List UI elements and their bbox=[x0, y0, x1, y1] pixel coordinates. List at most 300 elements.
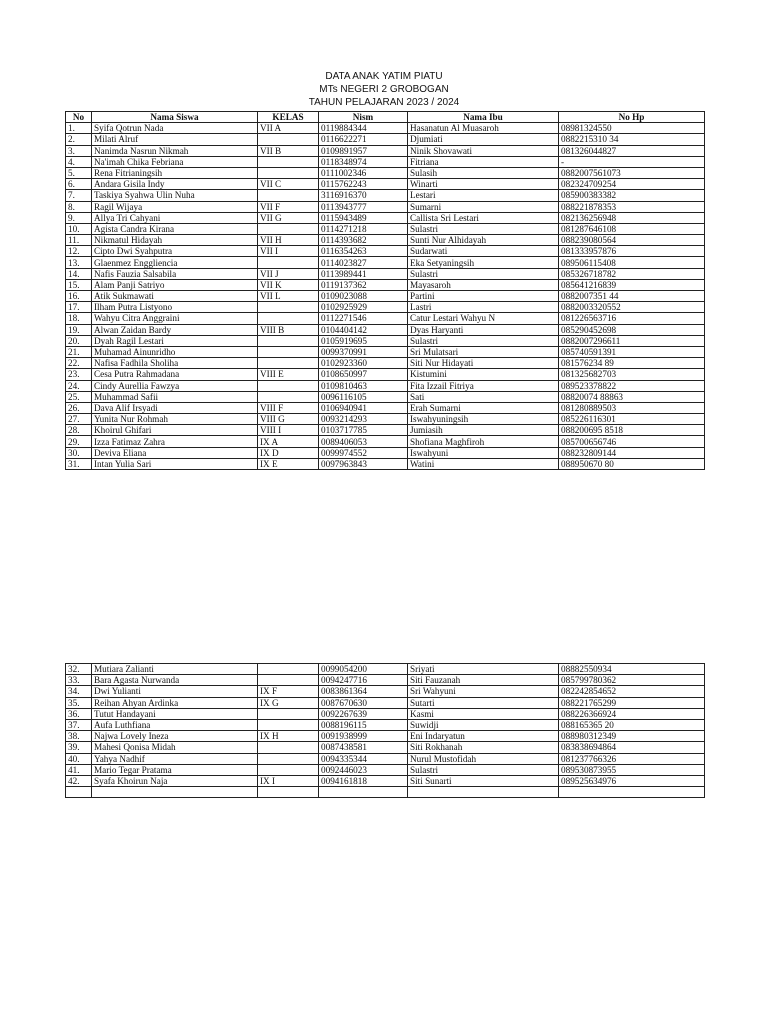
cell-kelas: VII B bbox=[258, 145, 319, 156]
cell-nama-ibu: Sulastri bbox=[408, 335, 559, 346]
table-row bbox=[66, 391, 705, 402]
title-line-3: TAHUN PELAJARAN 2023 / 2024 bbox=[308, 97, 460, 108]
table-row bbox=[66, 156, 705, 167]
table-row bbox=[66, 719, 705, 730]
cell-no-hp: 081326044827 bbox=[559, 145, 705, 156]
cell-nism: 0091938999 bbox=[319, 731, 408, 742]
cell-no: 13. bbox=[66, 257, 92, 268]
cell-kelas bbox=[258, 257, 319, 268]
cell-nism: 0119137362 bbox=[319, 279, 408, 290]
cell-nism: 0105919695 bbox=[319, 335, 408, 346]
table-row bbox=[66, 123, 705, 134]
table-row bbox=[66, 291, 705, 302]
cell-no: 32. bbox=[66, 664, 92, 675]
cell-kelas bbox=[258, 346, 319, 357]
cell-no-hp: 08981324550 bbox=[559, 123, 705, 134]
cell-nama-ibu: Siti Fauzanah bbox=[408, 675, 559, 686]
cell-nism: 0102923360 bbox=[319, 358, 408, 369]
cell-nama-siswa: Mutiara Zalianti bbox=[92, 664, 258, 675]
cell-no-hp: 085226116301 bbox=[559, 414, 705, 425]
cell-nism: 0109023088 bbox=[319, 291, 408, 302]
title-line-1: DATA ANAK YATIM PIATU bbox=[325, 71, 443, 82]
table-row bbox=[66, 447, 705, 458]
cell-nism: 0116622271 bbox=[319, 134, 408, 145]
table-row bbox=[66, 764, 705, 775]
cell-no: 7. bbox=[66, 190, 92, 201]
cell-nama-siswa: Cesa Putra Rahmadana bbox=[92, 369, 258, 380]
cell-nism: 0089406053 bbox=[319, 436, 408, 447]
cell-kelas: IX D bbox=[258, 447, 319, 458]
cell-nism: 0102925929 bbox=[319, 302, 408, 313]
cell-no bbox=[66, 787, 92, 798]
document-title-block bbox=[0, 70, 768, 109]
cell-no-hp: 0882007296611 bbox=[559, 335, 705, 346]
cell-nama-siswa: Nafis Fauzia Salsabila bbox=[92, 268, 258, 279]
cell-no: 37. bbox=[66, 719, 92, 730]
cell-no-hp: 081287646108 bbox=[559, 223, 705, 234]
cell-nama-ibu: Sulasih bbox=[408, 167, 559, 178]
cell-kelas: VII J bbox=[258, 268, 319, 279]
cell-no-hp: 081226563716 bbox=[559, 313, 705, 324]
cell-no-hp: 088221878353 bbox=[559, 201, 705, 212]
cell-nama-ibu: Jumiasih bbox=[408, 425, 559, 436]
cell-no-hp: 089525634976 bbox=[559, 775, 705, 786]
cell-no-hp: 085799780362 bbox=[559, 675, 705, 686]
cell-nama-siswa: Yahya Nadhif bbox=[92, 753, 258, 764]
cell-no: 12. bbox=[66, 246, 92, 257]
header-kelas: KELAS bbox=[258, 112, 319, 123]
cell-kelas: IX F bbox=[258, 686, 319, 697]
cell-nama-ibu: Watini bbox=[408, 458, 559, 469]
cell-nama-siswa: Dyah Ragil Lestari bbox=[92, 335, 258, 346]
cell-nama-siswa: Nikmatul Hidayah bbox=[92, 235, 258, 246]
cell-no: 8. bbox=[66, 201, 92, 212]
table-row bbox=[66, 167, 705, 178]
cell-nama-siswa: Andara Gisila Indy bbox=[92, 179, 258, 190]
cell-nama-ibu: Sumarni bbox=[408, 201, 559, 212]
cell-nama-ibu: Sulastri bbox=[408, 764, 559, 775]
cell-nism: 3116916370 bbox=[319, 190, 408, 201]
cell-no: 18. bbox=[66, 313, 92, 324]
cell-nama-ibu: Eni Indaryatun bbox=[408, 731, 559, 742]
cell-nism: 0113989441 bbox=[319, 268, 408, 279]
cell-nama-ibu: Nurul Mustofidah bbox=[408, 753, 559, 764]
table-row bbox=[66, 335, 705, 346]
table-row bbox=[66, 346, 705, 357]
cell-kelas bbox=[258, 335, 319, 346]
cell-kelas: VII L bbox=[258, 291, 319, 302]
cell-nama-ibu: Shofiana Maghfiroh bbox=[408, 436, 559, 447]
header-no-hp: No Hp bbox=[559, 112, 705, 123]
cell-no-hp: 082136256948 bbox=[559, 212, 705, 223]
cell-kelas: VII H bbox=[258, 235, 319, 246]
cell-no-hp bbox=[559, 787, 705, 798]
cell-nama-ibu: Iswahyuningsih bbox=[408, 414, 559, 425]
cell-nism: 0083861364 bbox=[319, 686, 408, 697]
cell-nama-ibu: Sulastri bbox=[408, 223, 559, 234]
cell-kelas: IX G bbox=[258, 697, 319, 708]
cell-nism: 0108650997 bbox=[319, 369, 408, 380]
cell-nama-siswa: Wahyu Citra Anggraini bbox=[92, 313, 258, 324]
cell-kelas bbox=[258, 358, 319, 369]
cell-kelas bbox=[258, 753, 319, 764]
cell-nism: 0092446023 bbox=[319, 764, 408, 775]
cell-no: 26. bbox=[66, 402, 92, 413]
cell-nama-siswa: Aufa Luthfiana bbox=[92, 719, 258, 730]
cell-no-hp: 085900383382 bbox=[559, 190, 705, 201]
cell-kelas bbox=[258, 302, 319, 313]
cell-kelas bbox=[258, 708, 319, 719]
cell-kelas: VIII I bbox=[258, 425, 319, 436]
cell-nama-siswa: Intan Yulia Sari bbox=[92, 458, 258, 469]
table-row bbox=[66, 787, 705, 798]
cell-nism: 0092267639 bbox=[319, 708, 408, 719]
cell-no: 25. bbox=[66, 391, 92, 402]
cell-nama-siswa: Tutut Handayani bbox=[92, 708, 258, 719]
cell-no: 23. bbox=[66, 369, 92, 380]
cell-nama-ibu: Partini bbox=[408, 291, 559, 302]
student-table-part-2 bbox=[65, 663, 705, 798]
cell-nama-siswa: Syafa Khoirun Naja bbox=[92, 775, 258, 786]
cell-nama-siswa: Syifa Qotrun Nada bbox=[92, 123, 258, 134]
table-row bbox=[66, 212, 705, 223]
cell-no-hp: 08820074 88863 bbox=[559, 391, 705, 402]
table-row bbox=[66, 425, 705, 436]
table-row bbox=[66, 753, 705, 764]
cell-nama-siswa: Reihan Ahyan Ardinka bbox=[92, 697, 258, 708]
cell-nism: 0109810463 bbox=[319, 380, 408, 391]
cell-nama-siswa: Taskiya Syahwa Ulin Nuha bbox=[92, 190, 258, 201]
table-row bbox=[66, 708, 705, 719]
table-row bbox=[66, 369, 705, 380]
cell-no: 27. bbox=[66, 414, 92, 425]
cell-kelas bbox=[258, 764, 319, 775]
cell-nama-ibu: Sudarwati bbox=[408, 246, 559, 257]
cell-kelas: IX I bbox=[258, 775, 319, 786]
cell-nama-siswa: Mahesi Qonisa Midah bbox=[92, 742, 258, 753]
cell-nama-ibu: Siti Rokhanah bbox=[408, 742, 559, 753]
cell-nama-siswa: Khoirul Ghifari bbox=[92, 425, 258, 436]
header-nama-siswa: Nama Siswa bbox=[92, 112, 258, 123]
cell-nama-siswa: Glaenmez Enggliencia bbox=[92, 257, 258, 268]
cell-nism: 0104404142 bbox=[319, 324, 408, 335]
cell-no: 4. bbox=[66, 156, 92, 167]
cell-kelas bbox=[258, 190, 319, 201]
table-row bbox=[66, 775, 705, 786]
cell-no: 11. bbox=[66, 235, 92, 246]
cell-nama-ibu: Siti Sunarti bbox=[408, 775, 559, 786]
cell-no: 5. bbox=[66, 167, 92, 178]
cell-nama-ibu: Winarti bbox=[408, 179, 559, 190]
cell-nama-ibu: Fitriana bbox=[408, 156, 559, 167]
table-row bbox=[66, 358, 705, 369]
cell-no: 30. bbox=[66, 447, 92, 458]
cell-nism: 0114393682 bbox=[319, 235, 408, 246]
cell-nism: 0113943777 bbox=[319, 201, 408, 212]
cell-nism: 0099974552 bbox=[319, 447, 408, 458]
cell-nism: 0112271546 bbox=[319, 313, 408, 324]
cell-no-hp: 085326718782 bbox=[559, 268, 705, 279]
cell-kelas bbox=[258, 167, 319, 178]
cell-no-hp: 089506115408 bbox=[559, 257, 705, 268]
cell-nama-siswa: Deviva Eliana bbox=[92, 447, 258, 458]
cell-no: 29. bbox=[66, 436, 92, 447]
cell-no: 22. bbox=[66, 358, 92, 369]
cell-kelas bbox=[258, 134, 319, 145]
table-row bbox=[66, 742, 705, 753]
cell-nama-ibu: Fita Izzail Fitriya bbox=[408, 380, 559, 391]
cell-no-hp: 089523378822 bbox=[559, 380, 705, 391]
cell-kelas: VII G bbox=[258, 212, 319, 223]
cell-no: 33. bbox=[66, 675, 92, 686]
cell-nama-ibu: Callista Sri Lestari bbox=[408, 212, 559, 223]
table-row bbox=[66, 190, 705, 201]
cell-no: 36. bbox=[66, 708, 92, 719]
cell-nism: 0088196115 bbox=[319, 719, 408, 730]
cell-nama-siswa: Izza Fatimaz Zahra bbox=[92, 436, 258, 447]
table-body-part-2 bbox=[66, 664, 705, 798]
header-no: No bbox=[66, 112, 92, 123]
cell-kelas: IX E bbox=[258, 458, 319, 469]
cell-kelas: VII A bbox=[258, 123, 319, 134]
table-row bbox=[66, 686, 705, 697]
table-row bbox=[66, 697, 705, 708]
cell-no-hp: 088165365 20 bbox=[559, 719, 705, 730]
cell-nama-siswa: Na'imah Chika Febriana bbox=[92, 156, 258, 167]
table-row bbox=[66, 246, 705, 257]
cell-nama-ibu: Sunti Nur Alhidayah bbox=[408, 235, 559, 246]
cell-no-hp: 088232809144 bbox=[559, 447, 705, 458]
cell-nism: 0087438581 bbox=[319, 742, 408, 753]
cell-nama-siswa: Najwa Lovely Ineza bbox=[92, 731, 258, 742]
cell-nama-siswa: Ilham Putra Listyono bbox=[92, 302, 258, 313]
cell-no: 14. bbox=[66, 268, 92, 279]
cell-no: 9. bbox=[66, 212, 92, 223]
cell-kelas: VIII E bbox=[258, 369, 319, 380]
table-row bbox=[66, 179, 705, 190]
table-row bbox=[66, 436, 705, 447]
cell-no: 31. bbox=[66, 458, 92, 469]
cell-no-hp: 081333957876 bbox=[559, 246, 705, 257]
cell-no: 28. bbox=[66, 425, 92, 436]
cell-nama-siswa: Mario Tegar Pratama bbox=[92, 764, 258, 775]
cell-nism: 0115762243 bbox=[319, 179, 408, 190]
cell-no: 41. bbox=[66, 764, 92, 775]
cell-nism: 0114271218 bbox=[319, 223, 408, 234]
cell-nama-ibu: Sulastri bbox=[408, 268, 559, 279]
cell-kelas: VIII F bbox=[258, 402, 319, 413]
cell-nama-siswa: Muhammad Safii bbox=[92, 391, 258, 402]
cell-no: 42. bbox=[66, 775, 92, 786]
cell-nama-siswa: Rena Fitrianingsih bbox=[92, 167, 258, 178]
cell-nama-ibu: Sati bbox=[408, 391, 559, 402]
cell-no-hp: 088980312349 bbox=[559, 731, 705, 742]
cell-kelas bbox=[258, 742, 319, 753]
cell-no-hp: - bbox=[559, 156, 705, 167]
cell-nism: 0099054200 bbox=[319, 664, 408, 675]
cell-no-hp: 081576234 89 bbox=[559, 358, 705, 369]
table-row bbox=[66, 235, 705, 246]
cell-nama-siswa: Dwi Yulianti bbox=[92, 686, 258, 697]
cell-nism: 0094335344 bbox=[319, 753, 408, 764]
cell-nama-siswa: Atik Sukmawati bbox=[92, 291, 258, 302]
cell-kelas bbox=[258, 223, 319, 234]
cell-no: 38. bbox=[66, 731, 92, 742]
cell-nama-siswa: Cipto Dwi Syahputra bbox=[92, 246, 258, 257]
cell-nama-siswa: Dava Alif Irsyadi bbox=[92, 402, 258, 413]
cell-kelas bbox=[258, 787, 319, 798]
cell-no: 39. bbox=[66, 742, 92, 753]
cell-nama-ibu: Ninik Shovawati bbox=[408, 145, 559, 156]
cell-no-hp: 085700656746 bbox=[559, 436, 705, 447]
cell-nama-siswa: Agista Candra Kirana bbox=[92, 223, 258, 234]
cell-no: 34. bbox=[66, 686, 92, 697]
cell-kelas: VII I bbox=[258, 246, 319, 257]
cell-no: 19. bbox=[66, 324, 92, 335]
cell-nama-siswa: Alwan Zaidan Bardy bbox=[92, 324, 258, 335]
cell-no: 1. bbox=[66, 123, 92, 134]
cell-nama-siswa: Ragil Wijaya bbox=[92, 201, 258, 212]
table-row bbox=[66, 313, 705, 324]
cell-nama-siswa: Allya Tri Cahyani bbox=[92, 212, 258, 223]
cell-nism: 0119884344 bbox=[319, 123, 408, 134]
cell-nama-siswa: Bara Agasta Nurwanda bbox=[92, 675, 258, 686]
cell-no-hp: 088221765299 bbox=[559, 697, 705, 708]
table-body-part-1 bbox=[66, 123, 705, 470]
cell-nism: 0087670630 bbox=[319, 697, 408, 708]
table-row bbox=[66, 134, 705, 145]
cell-nism: 0094247716 bbox=[319, 675, 408, 686]
cell-kelas: VII C bbox=[258, 179, 319, 190]
cell-kelas: VII K bbox=[258, 279, 319, 290]
cell-nama-ibu: Sri Mulatsari bbox=[408, 346, 559, 357]
table-row bbox=[66, 223, 705, 234]
table-row bbox=[66, 731, 705, 742]
cell-nism: 0099370991 bbox=[319, 346, 408, 357]
cell-nama-siswa: Nafisa Fadhila Sholiha bbox=[92, 358, 258, 369]
cell-kelas bbox=[258, 664, 319, 675]
header-nism: Nism bbox=[319, 112, 408, 123]
table-row bbox=[66, 268, 705, 279]
cell-nama-ibu: Sriyati bbox=[408, 664, 559, 675]
cell-nama-siswa: Yunita Nur Rohmah bbox=[92, 414, 258, 425]
cell-kelas: IX A bbox=[258, 436, 319, 447]
cell-no-hp: 085641216839 bbox=[559, 279, 705, 290]
cell-nism: 0096116105 bbox=[319, 391, 408, 402]
student-table-part-1 bbox=[65, 111, 705, 470]
title-line-2: MTs NEGERI 2 GROBOGAN bbox=[319, 84, 449, 95]
table-header-row bbox=[66, 112, 705, 123]
cell-no-hp: 088950670 80 bbox=[559, 458, 705, 469]
cell-nama-siswa: Nanimda Nasrun Nikmah bbox=[92, 145, 258, 156]
cell-nism: 0115943489 bbox=[319, 212, 408, 223]
table-row bbox=[66, 145, 705, 156]
cell-nism: 0093214293 bbox=[319, 414, 408, 425]
cell-nama-ibu: Mayasaroh bbox=[408, 279, 559, 290]
cell-nism: 0111002346 bbox=[319, 167, 408, 178]
cell-nama-ibu: Dyas Haryanti bbox=[408, 324, 559, 335]
cell-nama-ibu: Hasanatun Al Muasaroh bbox=[408, 123, 559, 134]
cell-kelas: VIII G bbox=[258, 414, 319, 425]
cell-nism: 0103717785 bbox=[319, 425, 408, 436]
cell-nism: 0114023827 bbox=[319, 257, 408, 268]
cell-nama-ibu: Sri Wahyuni bbox=[408, 686, 559, 697]
cell-nama-siswa: Alam Panji Satriyo bbox=[92, 279, 258, 290]
table-row bbox=[66, 414, 705, 425]
cell-no-hp: 083838694864 bbox=[559, 742, 705, 753]
cell-no-hp: 0882007561073 bbox=[559, 167, 705, 178]
cell-no-hp: 085740591391 bbox=[559, 346, 705, 357]
table-row bbox=[66, 279, 705, 290]
cell-no-hp: 088200695 8518 bbox=[559, 425, 705, 436]
cell-no: 35. bbox=[66, 697, 92, 708]
table-row bbox=[66, 257, 705, 268]
cell-kelas bbox=[258, 391, 319, 402]
cell-nama-ibu: Erah Sumarni bbox=[408, 402, 559, 413]
cell-no-hp: 08882550934 bbox=[559, 664, 705, 675]
cell-nama-ibu: Djumiati bbox=[408, 134, 559, 145]
cell-nama-siswa: Milati Alruf bbox=[92, 134, 258, 145]
table-row bbox=[66, 675, 705, 686]
cell-no: 2. bbox=[66, 134, 92, 145]
cell-nama-ibu: Siti Nur Hidayati bbox=[408, 358, 559, 369]
cell-nama-ibu: Kistumini bbox=[408, 369, 559, 380]
cell-kelas bbox=[258, 313, 319, 324]
cell-kelas: IX H bbox=[258, 731, 319, 742]
cell-no: 16. bbox=[66, 291, 92, 302]
table-row bbox=[66, 324, 705, 335]
table-row bbox=[66, 201, 705, 212]
header-nama-ibu: Nama Ibu bbox=[408, 112, 559, 123]
cell-no-hp: 082242854652 bbox=[559, 686, 705, 697]
cell-kelas bbox=[258, 156, 319, 167]
cell-no-hp: 081325682703 bbox=[559, 369, 705, 380]
cell-kelas bbox=[258, 380, 319, 391]
cell-no: 3. bbox=[66, 145, 92, 156]
cell-nism: 0109891957 bbox=[319, 145, 408, 156]
cell-nama-siswa: Cindy Aurellia Fawzya bbox=[92, 380, 258, 391]
cell-nama-ibu: Catur Lestari Wahyu N bbox=[408, 313, 559, 324]
cell-no-hp: 088226366924 bbox=[559, 708, 705, 719]
cell-nism bbox=[319, 787, 408, 798]
cell-nama-ibu: Suwidji bbox=[408, 719, 559, 730]
cell-nism: 0118348974 bbox=[319, 156, 408, 167]
cell-nama-ibu: Lastri bbox=[408, 302, 559, 313]
cell-kelas: VIII B bbox=[258, 324, 319, 335]
cell-no-hp: 085290452698 bbox=[559, 324, 705, 335]
cell-no-hp: 0882007351 44 bbox=[559, 291, 705, 302]
cell-nama-ibu: Kasmi bbox=[408, 708, 559, 719]
table-row bbox=[66, 458, 705, 469]
cell-nama-ibu: Eka Setyaningsih bbox=[408, 257, 559, 268]
cell-no: 17. bbox=[66, 302, 92, 313]
table-row bbox=[66, 402, 705, 413]
cell-no: 10. bbox=[66, 223, 92, 234]
cell-nama-ibu: Iswahyuni bbox=[408, 447, 559, 458]
table-row bbox=[66, 380, 705, 391]
cell-no: 21. bbox=[66, 346, 92, 357]
cell-no-hp: 082324709254 bbox=[559, 179, 705, 190]
cell-no: 15. bbox=[66, 279, 92, 290]
cell-no-hp: 081280889503 bbox=[559, 402, 705, 413]
cell-no-hp: 089530873955 bbox=[559, 764, 705, 775]
table-row bbox=[66, 664, 705, 675]
cell-nama-siswa bbox=[92, 787, 258, 798]
cell-nama-ibu: Lestari bbox=[408, 190, 559, 201]
cell-no: 20. bbox=[66, 335, 92, 346]
cell-nism: 0094161818 bbox=[319, 775, 408, 786]
table-row bbox=[66, 302, 705, 313]
